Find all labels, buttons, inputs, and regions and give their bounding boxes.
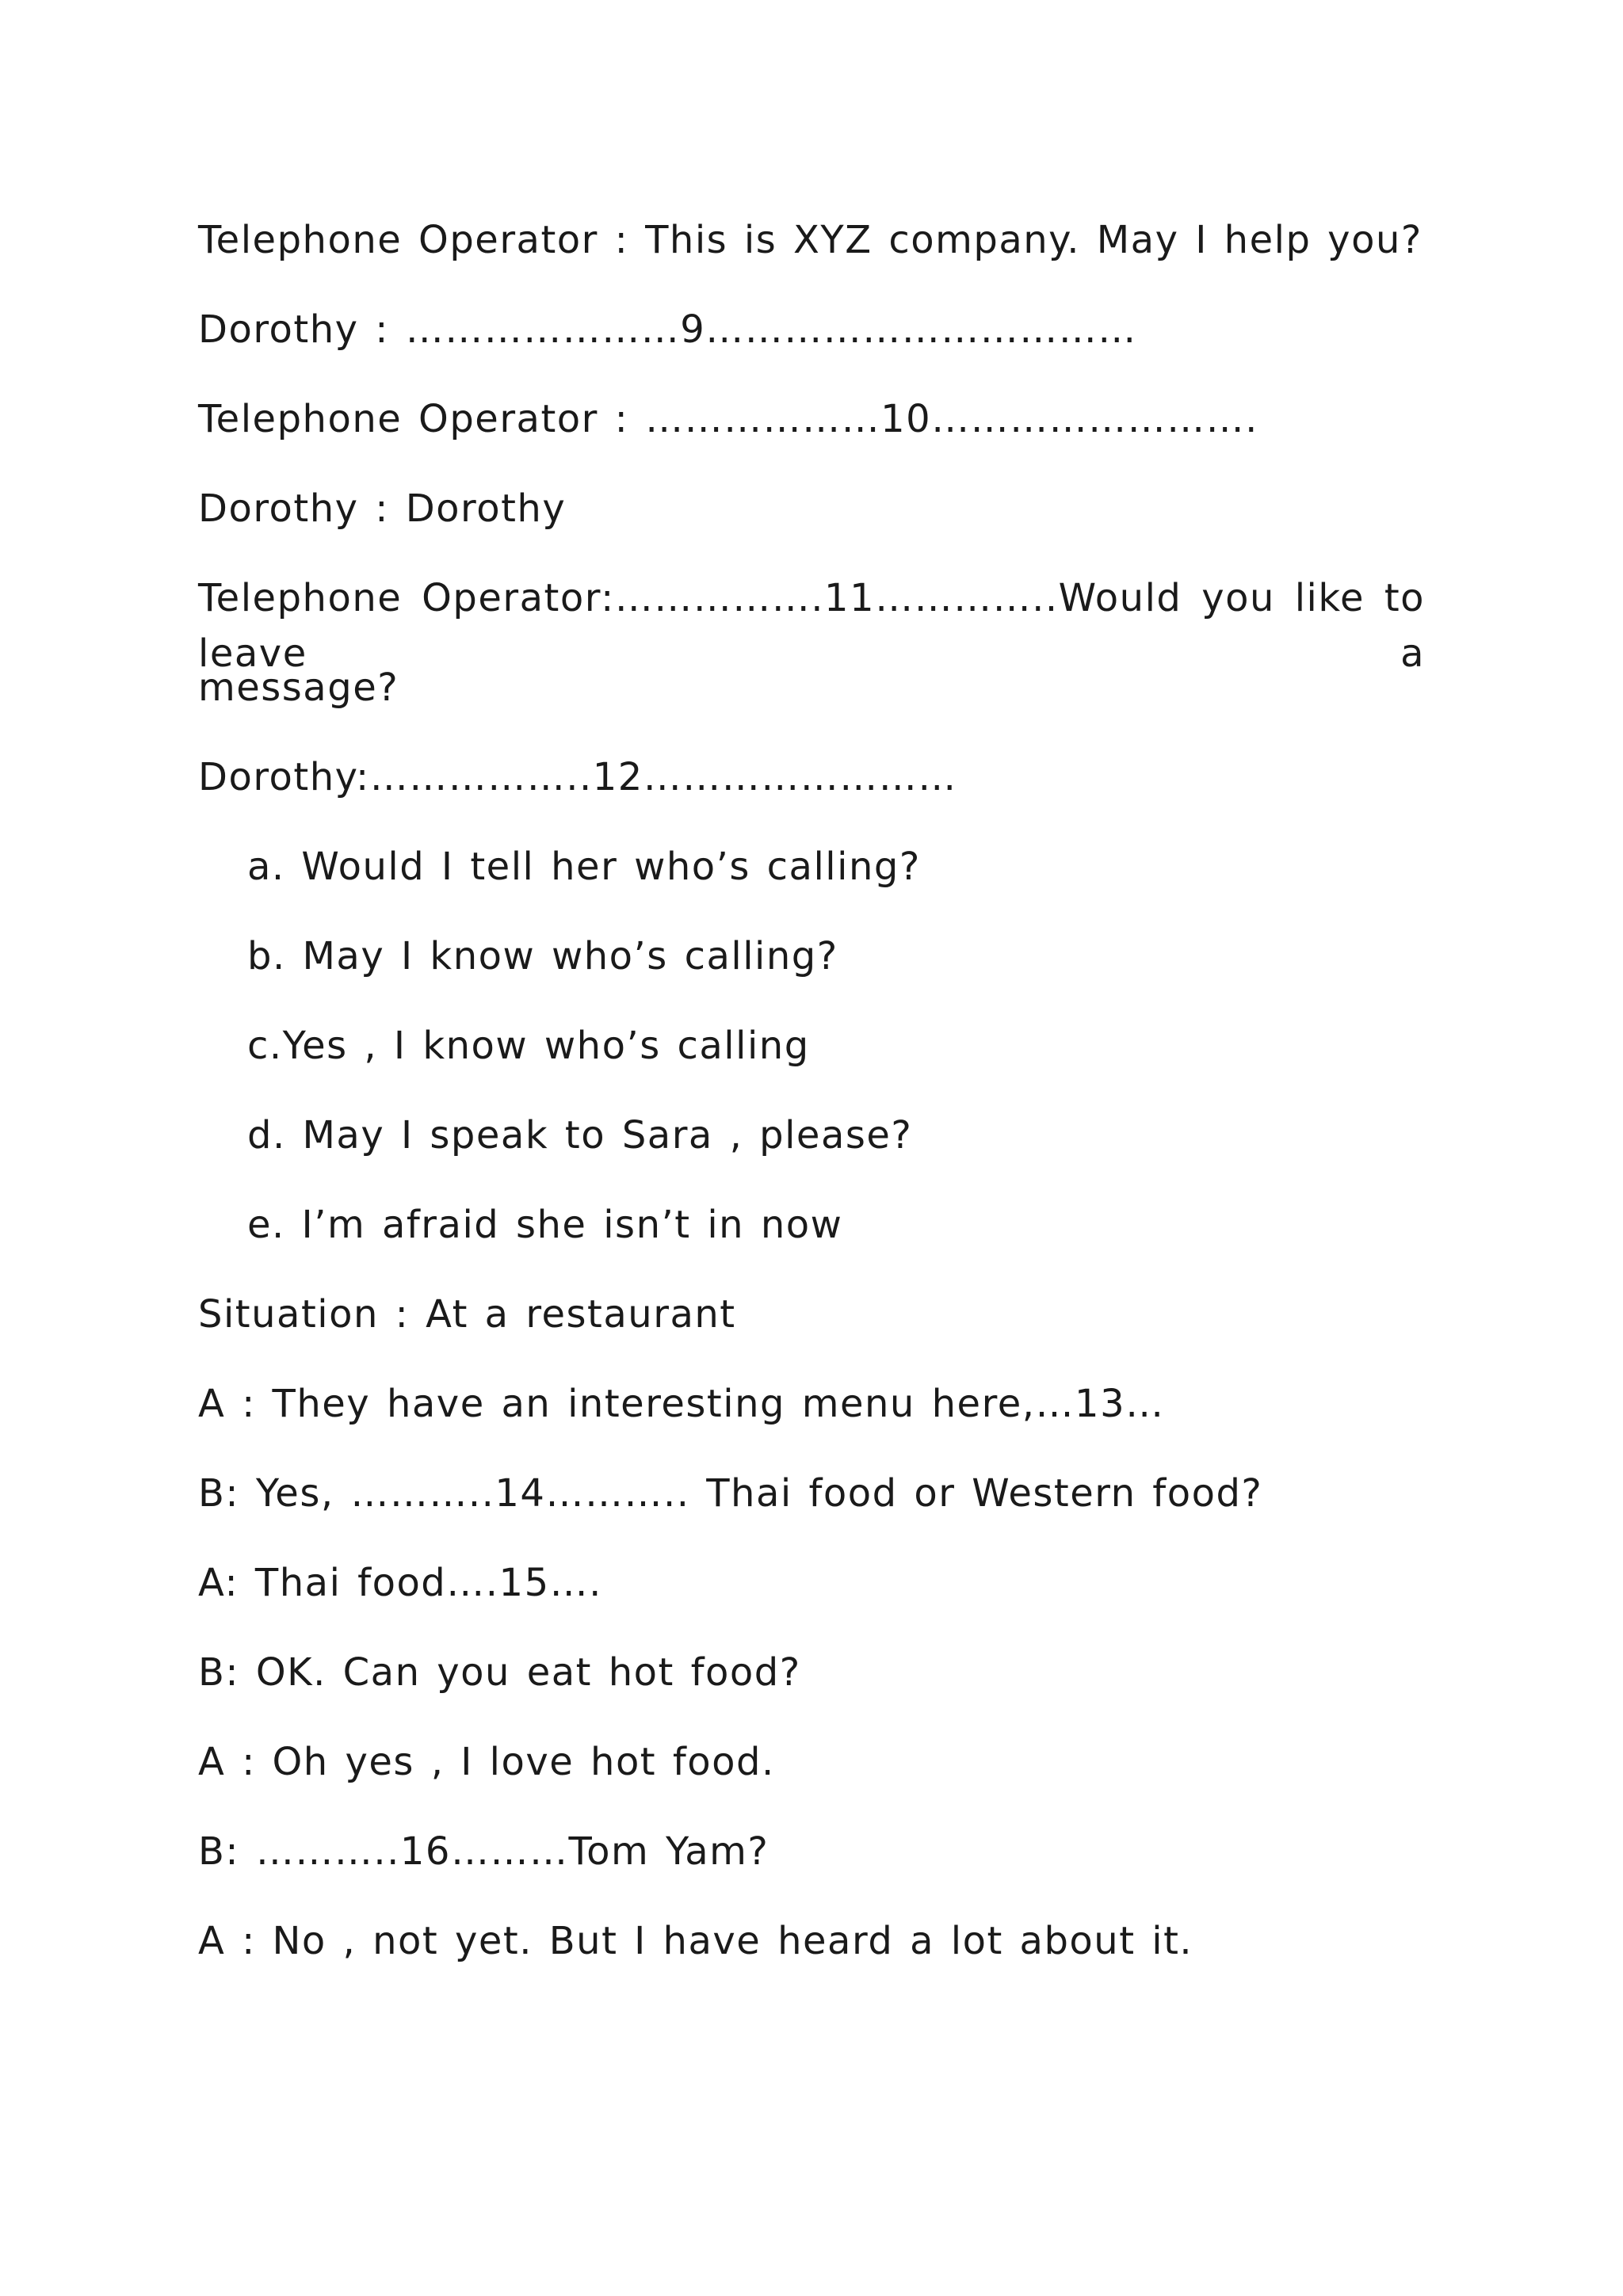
dialogue-line-dorothy-blank-12: Dorothy:……………..12…………………… [198,755,957,799]
dialogue-line-a-blank-15: A: Thai food….15…. [198,1561,602,1605]
choice-option-a: a. Would I tell her who’s calling? [247,845,921,889]
choice-option-c: c.Yes , I know who’s calling [247,1024,810,1068]
document-page [198,212,1545,2003]
dialogue-line-b-hot-food: B: OK. Can you eat hot food? [198,1650,801,1695]
dialogue-line-a-blank-13: A : They have an interesting menu here,…13… [198,1382,1165,1426]
dialogue-line-a-not-yet: A : No , not yet. But I have heard a lot about it. [198,1919,1193,1963]
choice-option-e: e. I’m afraid she isn’t in now [247,1203,843,1247]
dialogue-line-dorothy-blank-9: Dorothy : …………………9…………………………… [198,307,1137,352]
dialogue-line-b-blank-16: B: ………..16………Tom Yam? [198,1829,769,1874]
dialogue-line-operator-blank-10: Telephone Operator : ………………10……………………. [198,397,1258,441]
dialogue-line-a-love-hot-food: A : Oh yes , I love hot food. [198,1740,775,1784]
dialogue-line-operator-continuation: message? [198,666,399,710]
dialogue-line-dorothy-name: Dorothy : Dorothy [198,486,567,531]
dialogue-line-operator-blank-11: Telephone Operator:…………….11…………..Would you like to leave a [198,576,1425,676]
choice-option-d: d. May I speak to Sara , please? [247,1113,913,1158]
situation-heading: Situation : At a restaurant [198,1292,736,1337]
dialogue-line-operator-greeting: Telephone Operator : This is XYZ company. May I help you? [198,218,1423,262]
dialogue-line-b-blank-14: B: Yes, ………..14……….. Thai food or Western food? [198,1471,1263,1516]
choice-option-b: b. May I know who’s calling? [247,934,838,978]
